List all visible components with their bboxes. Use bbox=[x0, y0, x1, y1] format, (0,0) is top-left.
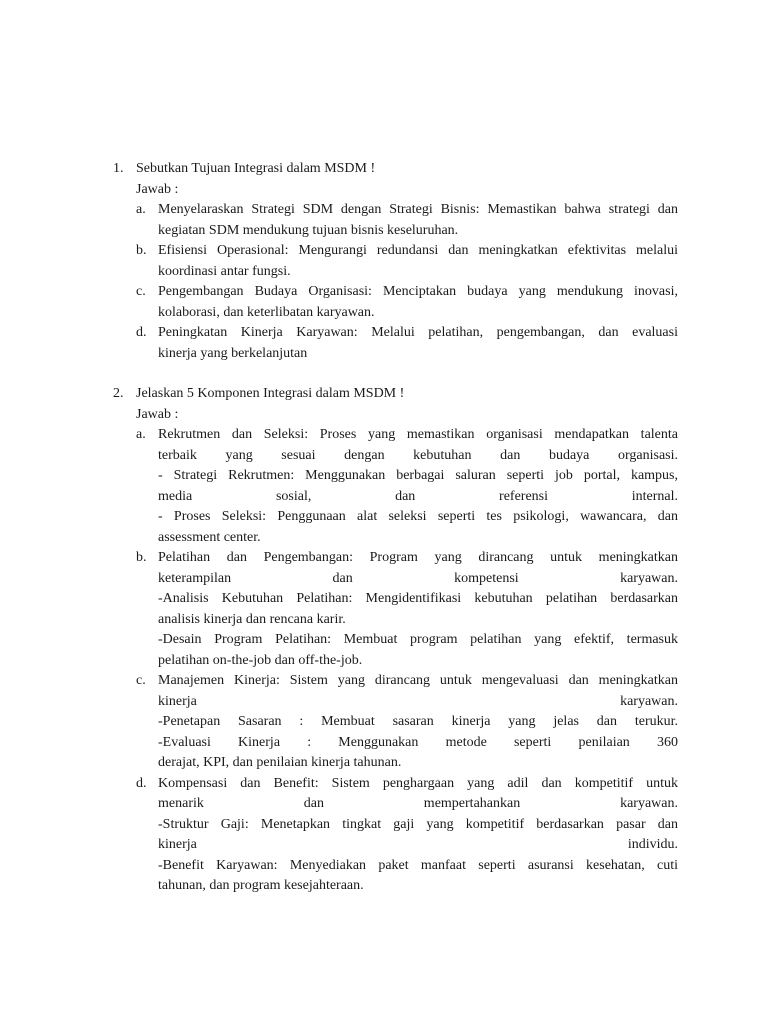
item-text-line: kegiatan SDM mendukung tujuan bisnis keseluruhan. bbox=[158, 222, 459, 238]
item-text-line: -Penetapan Sasaran : Membuat sasaran kinerja yang jelas dan terukur. bbox=[158, 714, 678, 729]
item-text-line: - Proses Seleksi: Penggunaan alat seleksi seperti tes psikologi, wawancara, dan bbox=[158, 509, 678, 524]
item-text-line: kinerja karyawan. bbox=[158, 693, 678, 709]
question-heading bbox=[113, 383, 678, 404]
item-text-line: -Desain Program Pelatihan: Membuat program pelatihan yang efektif, termasuk bbox=[158, 632, 678, 647]
item-text-line: pelatihan on-the-job dan off-the-job. bbox=[158, 652, 363, 668]
item-text-line: Pengembangan Budaya Organisasi: Menciptakan budaya yang mendukung inovasi, bbox=[158, 284, 678, 299]
item-text-line: Pelatihan dan Pengembangan: Program yang dirancang untuk meningkatkan bbox=[158, 550, 678, 565]
answer-item bbox=[113, 282, 678, 323]
item-text-line: -Analisis Kebutuhan Pelatihan: Mengidentifikasi kebutuhan pelatihan berdasarkan bbox=[158, 591, 678, 606]
answer-label: Jawab : bbox=[136, 407, 179, 422]
item-text-line: menarik dan mempertahankan karyawan. bbox=[158, 796, 678, 811]
item-text-line: - Strategi Rekrutmen: Menggunakan berbagai saluran seperti job portal, kampus, bbox=[158, 468, 678, 483]
answer-list bbox=[113, 200, 678, 364]
item-text-line: -Evaluasi Kinerja : Menggunakan metode seperti penilaian 360 bbox=[158, 734, 678, 750]
item-text-line: kinerja yang berkelanjutan bbox=[158, 345, 308, 361]
item-letter: a. bbox=[136, 427, 146, 442]
item-text-line: kinerja individu. bbox=[158, 837, 678, 852]
item-text-line: Menyelaraskan Strategi SDM dengan Strategi Bisnis: Memastikan bahwa strategi dan bbox=[158, 202, 678, 217]
item-text-line: assessment center. bbox=[158, 529, 261, 545]
item-text-line: -Struktur Gaji: Menetapkan tingkat gaji yang kompetitif berdasarkan pasar dan bbox=[158, 816, 678, 832]
answer-label: Jawab : bbox=[136, 182, 179, 197]
item-text-line: Peningkatan Kinerja Karyawan: Melalui pelatihan, pengembangan, dan evaluasi bbox=[158, 325, 678, 340]
answer-item bbox=[113, 671, 678, 774]
item-text-line: Manajemen Kinerja: Sistem yang dirancang untuk mengevaluasi dan meningkatkan bbox=[158, 673, 678, 688]
item-letter: b. bbox=[136, 550, 147, 565]
item-text-line: Rekrutmen dan Seleksi: Proses yang memastikan organisasi mendapatkan talenta bbox=[158, 427, 678, 442]
item-text-line: Kompensasi dan Benefit: Sistem penghargaan yang adil dan kompetitif untuk bbox=[158, 775, 678, 791]
item-text-line: keterampilan dan kompetensi karyawan. bbox=[158, 570, 678, 586]
item-letter: c. bbox=[136, 673, 146, 688]
question-text: Jelaskan 5 Komponen Integrasi dalam MSDM ! bbox=[136, 386, 405, 401]
item-text-line: derajat, KPI, dan penilaian kinerja tahunan. bbox=[158, 755, 402, 770]
answer-item bbox=[113, 774, 678, 897]
question-number: 1. bbox=[113, 161, 124, 176]
item-letter: d. bbox=[136, 325, 147, 340]
answer-item bbox=[113, 241, 678, 282]
item-text-line: koordinasi antar fungsi. bbox=[158, 263, 291, 279]
item-text-line: Efisiensi Operasional: Mengurangi redundansi dan meningkatkan efektivitas melalui bbox=[158, 243, 678, 258]
item-letter: c. bbox=[136, 284, 146, 299]
item-text-line: -Benefit Karyawan: Menyediakan paket manfaat seperti asuransi kesehatan, cuti bbox=[158, 857, 678, 873]
item-text-line: media sosial, dan referensi internal. bbox=[158, 488, 678, 504]
item-letter: d. bbox=[136, 775, 147, 791]
item-letter: a. bbox=[136, 202, 146, 217]
item-text-line: terbaik yang sesuai dengan kebutuhan dan budaya organisasi. bbox=[158, 447, 678, 463]
item-text-line: kolaborasi, dan keterlibatan karyawan. bbox=[158, 304, 375, 320]
question-1 bbox=[113, 158, 678, 364]
question-2 bbox=[113, 383, 678, 897]
question-text: Sebutkan Tujuan Integrasi dalam MSDM ! bbox=[136, 161, 376, 176]
answer-list bbox=[113, 425, 678, 897]
answer-item bbox=[113, 323, 678, 364]
question-number: 2. bbox=[113, 386, 124, 401]
answer-item bbox=[113, 425, 678, 548]
question-heading bbox=[113, 158, 678, 179]
answer-item bbox=[113, 548, 678, 671]
item-text-line: analisis kinerja dan rencana karir. bbox=[158, 611, 346, 627]
answer-item bbox=[113, 200, 678, 241]
item-text-line: tahunan, dan program kesejahteraan. bbox=[158, 878, 364, 893]
item-letter: b. bbox=[136, 243, 147, 258]
